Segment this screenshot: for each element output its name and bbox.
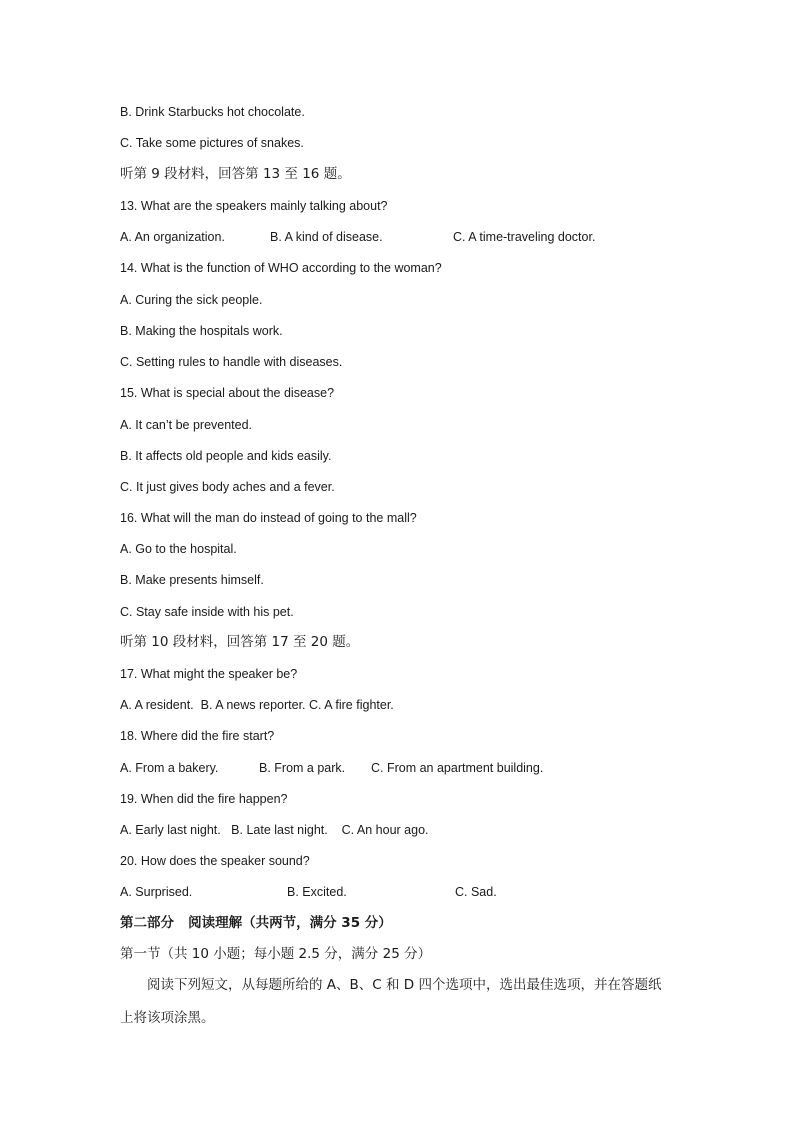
option-a-q15: A. It can’t be prevented. <box>120 418 253 432</box>
question-17: 17. What might the speaker be? <box>120 667 298 681</box>
option-b-q18: B. From a park. <box>259 761 346 775</box>
question-13: 13. What are the speakers mainly talking about? <box>120 199 388 213</box>
option-c-q14: C. Setting rules to handle with diseases. <box>120 355 343 369</box>
option-a-q14: A. Curing the sick people. <box>120 293 263 307</box>
option-c-q18: C. From an apartment building. <box>371 761 544 775</box>
question-18: 18. Where did the fire start? <box>120 729 275 743</box>
option-a-q20: A. Surprised. <box>120 885 193 899</box>
option-b-q15: B. It affects old people and kids easily. <box>120 449 332 463</box>
question-20: 20. How does the speaker sound? <box>120 854 310 868</box>
option-a-q13: A. An organization. <box>120 230 225 244</box>
option-c-q12: C. Take some pictures of snakes. <box>120 136 304 150</box>
option-b-q16: B. Make presents himself. <box>120 573 264 587</box>
option-c-q13: C. A time-traveling doctor. <box>453 230 596 244</box>
option-a-q16: A. Go to the hospital. <box>120 542 237 556</box>
options-q17: A. A resident. B. A news reporter. C. A fire fighter. <box>120 698 394 712</box>
option-b-q12: B. Drink Starbucks hot chocolate. <box>120 105 305 119</box>
options-q19: A. Early last night. B. Late last night. C. An hour ago. <box>120 823 429 837</box>
option-c-q15: C. It just gives body aches and a fever. <box>120 480 335 494</box>
option-a-q18: A. From a bakery. <box>120 761 219 775</box>
section-instruction-9: 听第 9 段材料，回答第 13 至 16 题。 <box>120 166 351 182</box>
section-instruction-10: 听第 10 段材料，回答第 17 至 20 题。 <box>120 634 360 650</box>
option-c-q16: C. Stay safe inside with his pet. <box>120 605 294 619</box>
option-b-q20: B. Excited. <box>287 885 347 899</box>
reading-instruction-line1: 阅读下列短文，从每题所给的 A、B、C 和 D 四个选项中，选出最佳选项，并在答题纸 <box>147 977 662 993</box>
section-one-heading: 第一节（共 10 小题；每小题 2.5 分，满分 25 分） <box>120 946 432 962</box>
part-two-heading: 第二部分 阅读理解（共两节，满分 35 分） <box>120 915 392 931</box>
question-14: 14. What is the function of WHO according to the woman? <box>120 261 442 275</box>
option-c-q20: C. Sad. <box>455 885 497 899</box>
option-b-q14: B. Making the hospitals work. <box>120 324 283 338</box>
question-16: 16. What will the man do instead of going to the mall? <box>120 511 417 525</box>
question-15: 15. What is special about the disease? <box>120 386 335 400</box>
question-19: 19. When did the fire happen? <box>120 792 288 806</box>
option-b-q13: B. A kind of disease. <box>270 230 383 244</box>
reading-instruction-line2: 上将该项涂黑。 <box>120 1010 215 1026</box>
